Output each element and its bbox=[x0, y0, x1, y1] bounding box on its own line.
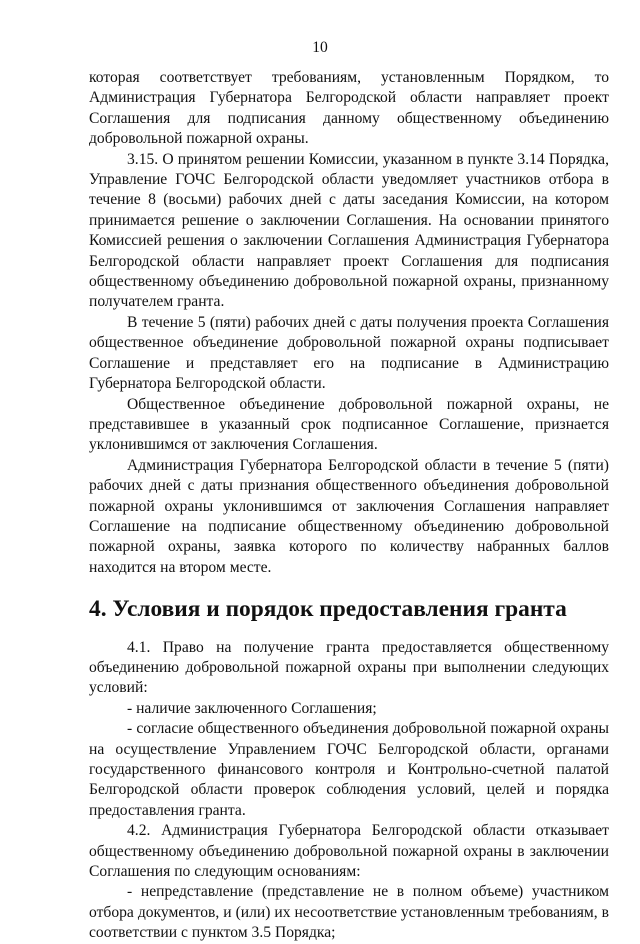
paragraph-signing-term: В течение 5 (пяти) рабочих дней с даты получения проекта Соглашения общественное объединение добровольной пожарной охраны подписывает Соглашение и представляет его на подписание в Администрацию Губернатора Белгородской области. bbox=[89, 313, 609, 393]
section-heading: 4. Условия и порядок предоставления гранта bbox=[89, 596, 567, 623]
document-body bbox=[89, 68, 609, 944]
paragraph-continuation: которая соответствует требованиям, установленным Порядком, то Администрация Губернатора Белгородской области направляет проект Соглашения для подписания данному общественному объединению добровольной пожарной охраны. bbox=[89, 69, 609, 148]
list-item-documents: - непредставление (представление не в полном объеме) участником отбора документов, и (или) их несоответствие установленным требованиям, в соответствии с пунктом 3.5 Порядка; bbox=[89, 883, 609, 942]
paragraph-second-place: Администрация Губернатора Белгородской области в течение 5 (пяти) рабочих дней с даты признания общественного объединения добровольной пожарной охраны уклонившимся от заключения Соглашения направляет Соглашение на подписание общественному объединению добровольной пожарной охраны, заявка которого по количеству набранных баллов находится на втором месте. bbox=[89, 456, 609, 576]
paragraph-4-2: 4.2. Администрация Губернатора Белгородской области отказывает общественному объединению добровольной пожарной охраны в заключении Соглашения по следующим основаниям: bbox=[89, 822, 609, 881]
list-item-consent: - согласие общественного объединения добровольной пожарной охраны на осуществление Управлением ГОЧС Белгородской области, органами государственного финансового контроля и Контрольно-счетной палатой Белгородской области проверок соблюдения условий, целей и порядка предоставления гранта. bbox=[89, 720, 609, 819]
paragraph-4-1: 4.1. Право на получение гранта предоставляется общественному объединению добровольной пожарной охраны при выполнении следующих условий: bbox=[89, 638, 609, 697]
page-number: 10 bbox=[312, 39, 328, 56]
paragraph-3-15: 3.15. О принятом решении Комиссии, указанном в пункте 3.14 Порядка, Управление ГОЧС Белгородской области уведомляет участников отбора в течение 8 (восьми) рабочих дней с даты заседания Комиссии, на котором принимается решение о заключении Соглашения. На основании принятого Комиссией решения о заключении Соглашения Администрация Губернатора Белгородской области направляет проект Соглашения для подписания общественному объединению добровольной пожарной охраны, признанному получателем гранта. bbox=[89, 150, 609, 311]
paragraph-evasion: Общественное объединение добровольной пожарной охраны, не представившее в указанный срок подписанное Соглашение, признается уклонившимся от заключения Соглашения. bbox=[89, 395, 609, 454]
list-item-agreement: - наличие заключенного Соглашения; bbox=[127, 699, 377, 717]
